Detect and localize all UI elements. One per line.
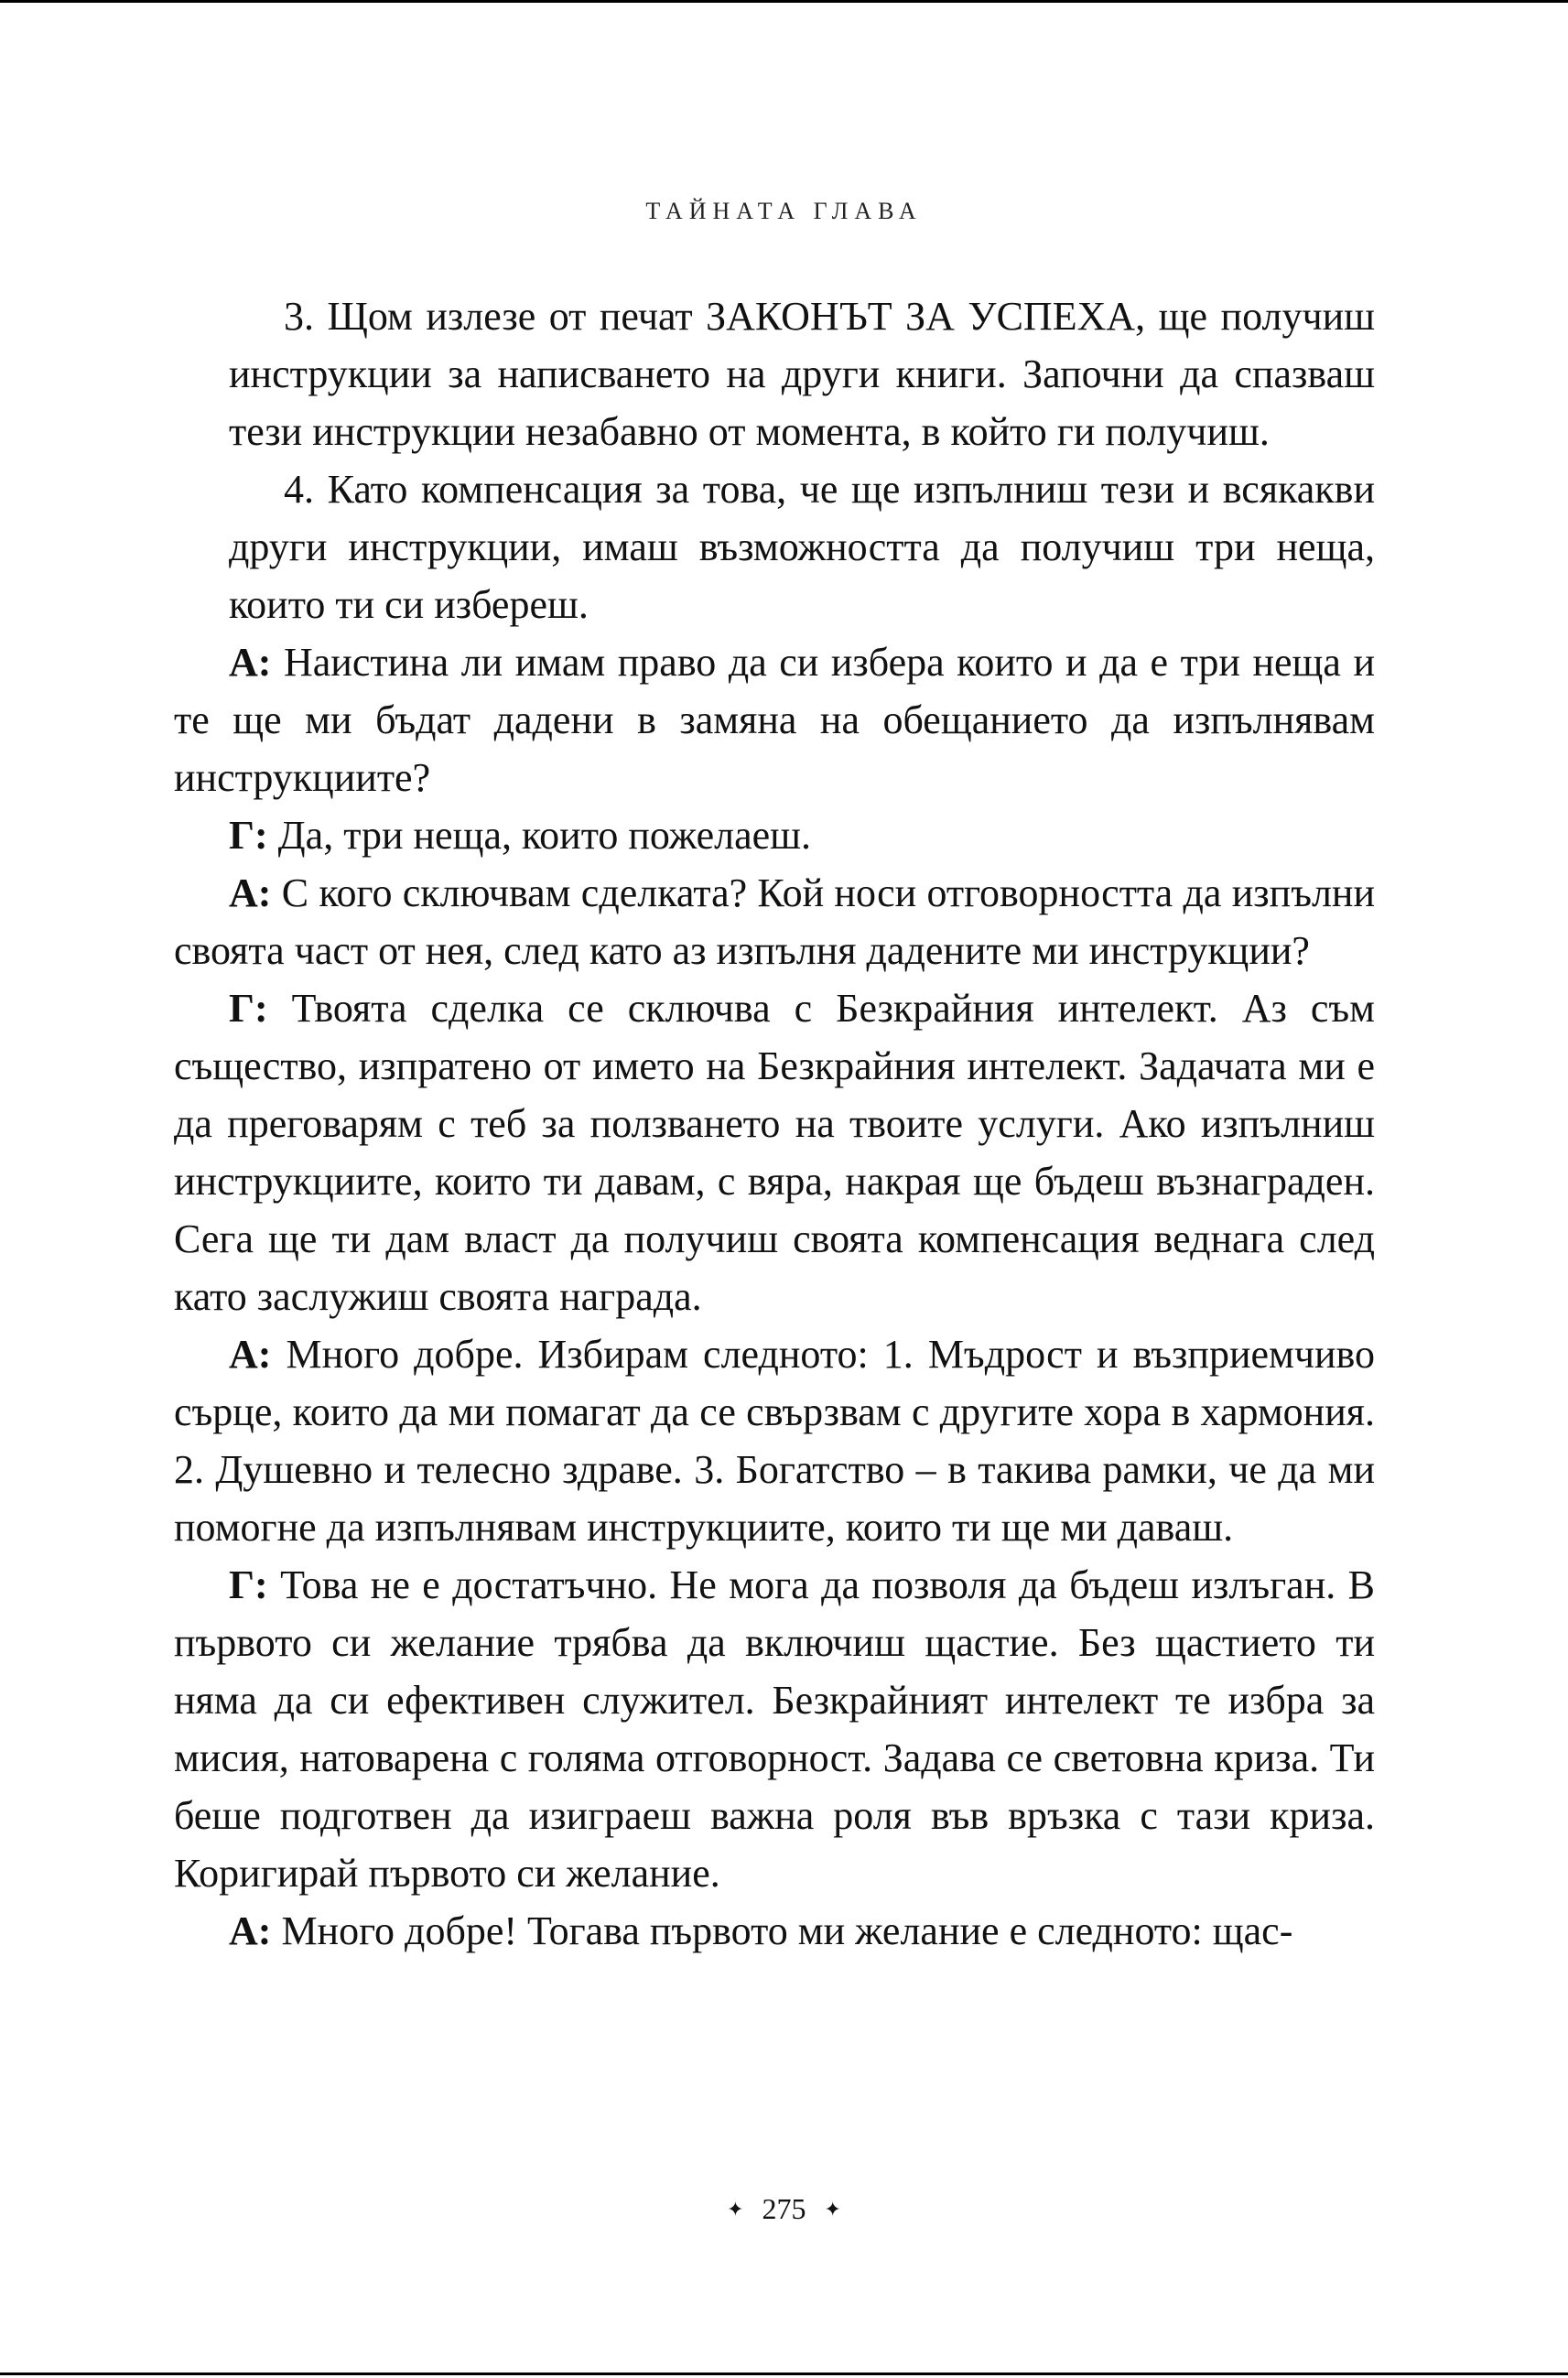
body-text: [174, 287, 1375, 1960]
paragraph-text: Много добре. Избирам следното: 1. Мъдрост и възприемчиво сърце, които да ми помагат да се свързвам с другите хора в хармония. 2. Душевно и телесно здраве. 3. Богатство – в такива рамки, че да ми помогне да изпълнявам инструкциите, които ти ще ми даваш.: [174, 1332, 1376, 1550]
dialogue-paragraph: [174, 633, 1375, 806]
ornament-left-icon: ✦: [727, 2198, 744, 2221]
paragraph-text: Да, три неща, които пожелаеш.: [277, 813, 812, 858]
paragraph-text: Това не е достатъчно. Не мога да позволя да бъдеш излъган. В първото си желание трябва да включиш щастие. Без щастието ти няма да си ефективен служител. Безкрайният интелект те избра за мисия, натоварена с голяма отговорност. Задава се световна криза. Ти беше подготвен да изиграеш важна роля във връзка с тази криза. Коригирай първото си желание.: [174, 1562, 1376, 1896]
ornament-right-icon: ✦: [824, 2198, 841, 2221]
list-item-3: [174, 287, 1375, 460]
paragraph-text: 3. Щом излезе от печат ЗАКОНЪТ ЗА УСПЕХА, ще получиш инструкции за написването на други книги. Започни да спазваш тези инструкции незабавно от момента, в който ги получиш.: [229, 294, 1375, 454]
paragraph-text: Твоята сделка се сключва с Безкрайния интелект. Аз съм същество, изпратено от името на Безкрайния интелект. Задачата ми е да преговарям с теб за ползването на твоите услуги. Ако изпълниш инструкциите, които ти давам, с вяра, накрая ще бъдеш възнаграден. Сега ще ти дам власт да получиш своята компенсация веднага след като заслужиш своята награда.: [174, 986, 1375, 1319]
speaker-label: А:: [229, 870, 272, 915]
paragraph-text: Много добре! Тогава първото ми желание е следното: щас-: [281, 1908, 1293, 1953]
speaker-label: А:: [229, 640, 272, 685]
dialogue-paragraph: [174, 1325, 1375, 1556]
dialogue-paragraph: [174, 864, 1375, 979]
bottom-border: [0, 2373, 1568, 2375]
dialogue-paragraph: [174, 979, 1375, 1325]
paragraph-text: 4. Като компенсация за това, че ще изпълниш тези и всякакви други инструкции, имаш възможността да получиш три неща, които ти си избереш.: [229, 467, 1375, 627]
dialogue-paragraph: [174, 1556, 1375, 1902]
top-border: [0, 0, 1568, 3]
paragraph-text: С кого сключвам сделката? Кой носи отговорността да изпълни своята част от нея, след като аз изпълня дадените ми инструкции?: [174, 870, 1375, 973]
speaker-label: Г:: [229, 986, 268, 1031]
speaker-label: Г:: [229, 813, 268, 858]
speaker-label: А:: [229, 1908, 272, 1953]
page-number: 275: [762, 2192, 806, 2225]
dialogue-paragraph: [174, 1902, 1375, 1960]
list-item-4: [174, 460, 1375, 633]
dialogue-paragraph: [174, 806, 1375, 864]
speaker-label: А:: [229, 1332, 272, 1377]
page-footer: [0, 2192, 1568, 2226]
paragraph-text: Наистина ли имам право да си избера които и да е три неща и те ще ми бъдат дадени в замяна на обещанието да изпълнявам инструкциите?: [174, 640, 1375, 800]
speaker-label: Г:: [229, 1562, 268, 1607]
running-header: ТАЙНАТА ГЛАВА: [645, 198, 923, 224]
